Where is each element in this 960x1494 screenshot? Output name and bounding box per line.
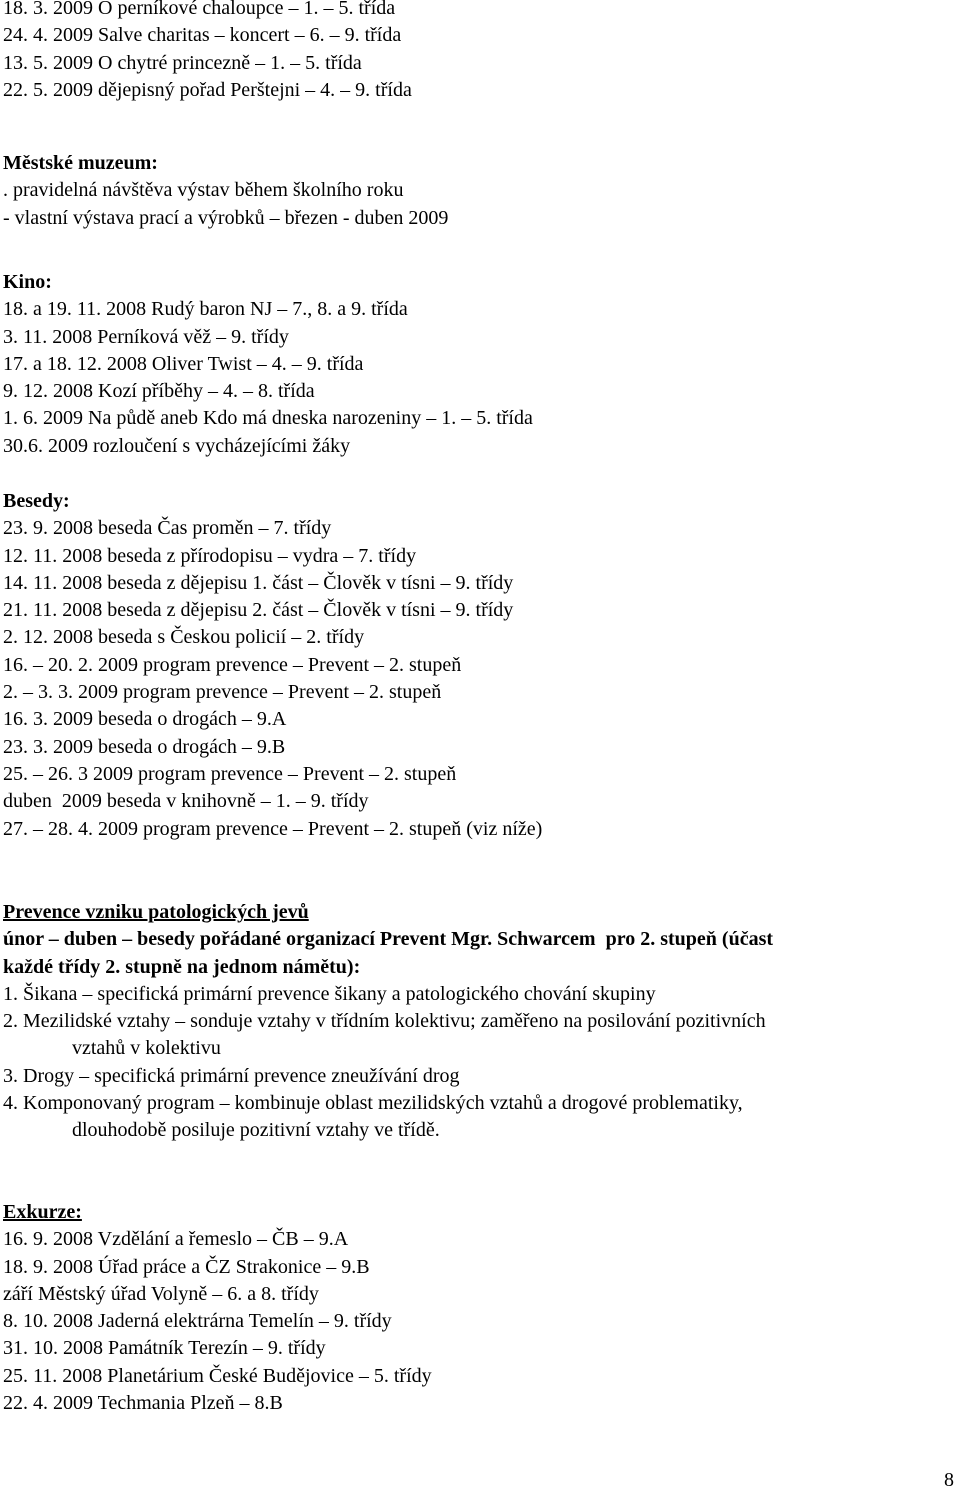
list-item: 8. 10. 2008 Jaderná elektrárna Temelín – 9. třídy [3,1310,392,1333]
list-item: 21. 11. 2008 beseda z dějepisu 2. část – Člověk v tísni – 9. třídy [3,599,514,622]
list-item: 2. – 3. 3. 2009 program prevence – Prevent – 2. stupeň [3,681,442,704]
museum-heading: Městské muzeum: [3,152,158,174]
talks-section [3,488,940,843]
list-item: duben 2009 beseda v knihovně – 1. – 9. třídy [3,790,369,813]
list-item: 1. 6. 2009 Na půdě aneb Kdo má dneska narozeniny – 1. – 5. třída [3,407,533,430]
list-item: 4. Komponovaný program – kombinuje oblast mezilidských vztahů a drogové problematiky, [3,1092,743,1115]
cinema-heading: Kino: [3,271,52,293]
list-item: 17. a 18. 12. 2008 Oliver Twist – 4. – 9. třída [3,352,364,375]
prevention-section [3,899,940,1145]
list-item: 23. 3. 2009 beseda o drogách – 9.B [3,735,286,758]
list-item: 2. Mezilidské vztahy – sonduje vztahy v třídním kolektivu; zaměřeno na posilování pozitivních [3,1010,766,1033]
talks-heading: Besedy: [3,490,70,512]
list-item: září Městský úřad Volyně – 6. a 8. třídy [3,1282,319,1305]
list-item: 24. 4. 2009 Salve charitas – koncert – 6. – 9. třída [3,24,402,47]
list-item: 22. 4. 2009 Techmania Plzeň – 8.B [3,1392,283,1415]
excursions-heading: Exkurze: [3,1201,82,1223]
list-item: 25. – 26. 3 2009 program prevence – Prevent – 2. stupeň [3,762,457,785]
list-item: 13. 5. 2009 O chytré princezně – 1. – 5. třída [3,51,362,74]
list-item: 16. 9. 2008 Vzdělání a řemeslo – ČB – 9.A [3,1228,349,1251]
list-item: 31. 10. 2008 Památník Terezín – 9. třídy [3,1337,326,1360]
list-item: 18. a 19. 11. 2008 Rudý baron NJ – 7., 8. a 9. třída [3,298,408,321]
list-item: 9. 12. 2008 Kozí příběhy – 4. – 8. třída [3,380,315,403]
museum-section [3,150,940,232]
list-item: 16. 3. 2009 beseda o drogách – 9.A [3,708,287,731]
prevention-heading: Prevence vzniku patologických jevů [3,901,309,923]
cinema-section [3,269,940,460]
list-item: 18. 9. 2008 Úřad práce a ČZ Strakonice – 9.B [3,1255,370,1278]
list-item: 30.6. 2009 rozloučení s vycházejícími žáky [3,434,351,457]
list-item: 16. – 20. 2. 2009 program prevence – Prevent – 2. stupeň [3,653,462,676]
list-item: . pravidelná návštěva výstav během školního roku [3,179,404,202]
list-item: 1. Šikana – specifická primární prevence šikany a patologického chování skupiny [3,982,656,1005]
list-item: 3. 11. 2008 Perníková věž – 9. třídy [3,325,289,348]
list-item: 23. 9. 2008 beseda Čas proměn – 7. třídy [3,517,332,540]
list-item: 2. 12. 2008 beseda s Českou policií – 2. třídy [3,626,365,649]
page-number: 8 [944,1469,954,1491]
prevention-subheading-cont: každé třídy 2. stupně na jednom námětu): [3,955,361,978]
top-events-list [3,0,940,104]
list-item-cont: vztahů v kolektivu [72,1037,221,1060]
prevention-subheading: únor – duben – besedy pořádané organizací Prevent Mgr. Schwarcem pro 2. stupeň (účast [3,928,774,951]
list-item: - vlastní výstava prací a výrobků – březen - duben 2009 [3,206,449,229]
list-item: 18. 3. 2009 O perníkové chaloupce – 1. – 5. třída [3,0,396,19]
list-item-cont: dlouhodobě posiluje pozitivní vztahy ve třídě. [72,1119,440,1142]
list-item: 22. 5. 2009 dějepisný pořad Perštejni – 4. – 9. třída [3,78,412,101]
list-item: 25. 11. 2008 Planetárium České Budějovice – 5. třídy [3,1364,432,1387]
list-item: 27. – 28. 4. 2009 program prevence – Prevent – 2. stupeň (viz níže) [3,817,543,840]
list-item: 3. Drogy – specifická primární prevence zneužívání drog [3,1064,460,1087]
excursions-section [3,1199,940,1417]
list-item: 14. 11. 2008 beseda z dějepisu 1. část – Člověk v tísni – 9. třídy [3,571,514,594]
list-item: 12. 11. 2008 beseda z přírodopisu – vydra – 7. třídy [3,544,417,567]
